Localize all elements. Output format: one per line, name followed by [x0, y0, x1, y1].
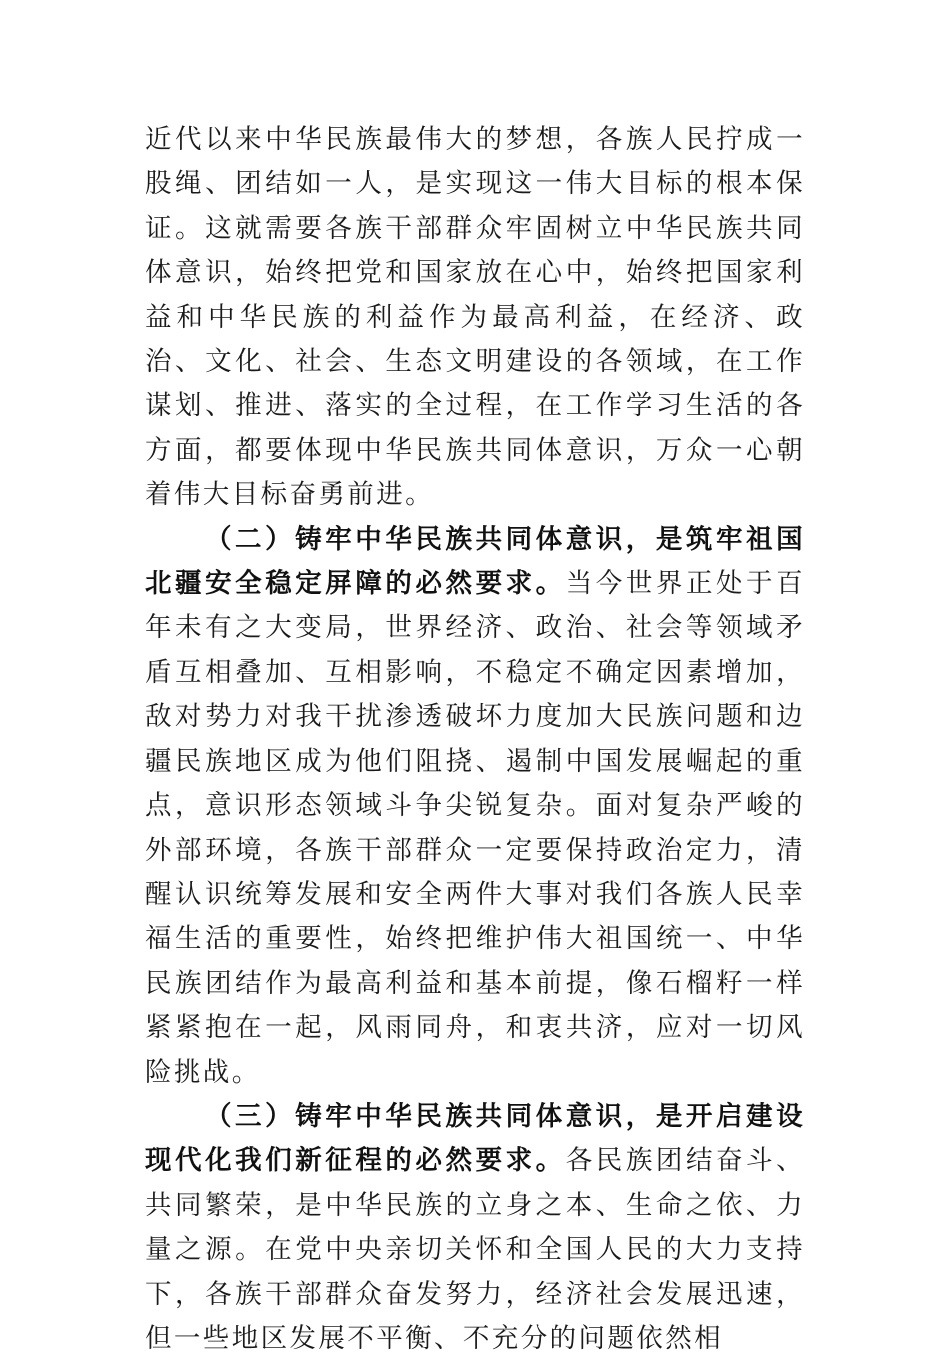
paragraph-2 — [145, 518, 805, 1095]
paragraph-3 — [145, 1095, 805, 1361]
paragraph-3-heading: （三）铸牢中华民族共同体意识，是开启建设现代化我们新征程的必然要求。 — [145, 1100, 805, 1177]
document-body — [145, 118, 805, 1361]
paragraph-2-text: 当今世界正处于百年未有之大变局，世界经济、政治、社会等领域矛盾互相叠加、互相影响，不稳定不确定因素增加，敌对势力对我干扰渗透破坏力度加大民族问题和边疆民族地区成为他们阻挠、遏制中国发展崛起的重点，意识形态领域斗争尖锐复杂。面对复杂严峻的外部环境，各族干部群众一定要保持政治定力，清醒认识统筹发展和安全两件大事对我们各族人民幸福生活的重要性，始终把维护伟大祖国统一、中华民族团结作为最高利益和基本前提，像石榴籽一样紧紧抱在一起，风雨同舟，和衷共济，应对一切风险挑战。 — [145, 568, 805, 1088]
paragraph-1-text: 近代以来中华民族最伟大的梦想，各族人民拧成一股绳、团结如一人，是实现这一伟大目标的根本保证。这就需要各族干部群众牢固树立中华民族共同体意识，始终把党和国家放在心中，始终把国家利益和中华民族的利益作为最高利益，在经济、政治、文化、社会、生态文明建设的各领域，在工作谋划、推进、落实的全过程，在工作学习生活的各方面，都要体现中华民族共同体意识，万众一心朝着伟大目标奋勇前进。 — [145, 124, 805, 511]
paragraph-1 — [145, 118, 805, 518]
paragraph-3-text: 各民族团结奋斗、共同繁荣，是中华民族的立身之本、生命之依、力量之源。在党中央亲切关怀和全国人民的大力支持下，各族干部群众奋发努力，经济社会发展迅速，但一些地区发展不平衡、不充分的问题依然相 — [145, 1145, 805, 1354]
paragraph-2-heading: （二）铸牢中华民族共同体意识，是筑牢祖国北疆安全稳定屏障的必然要求。 — [145, 523, 805, 600]
